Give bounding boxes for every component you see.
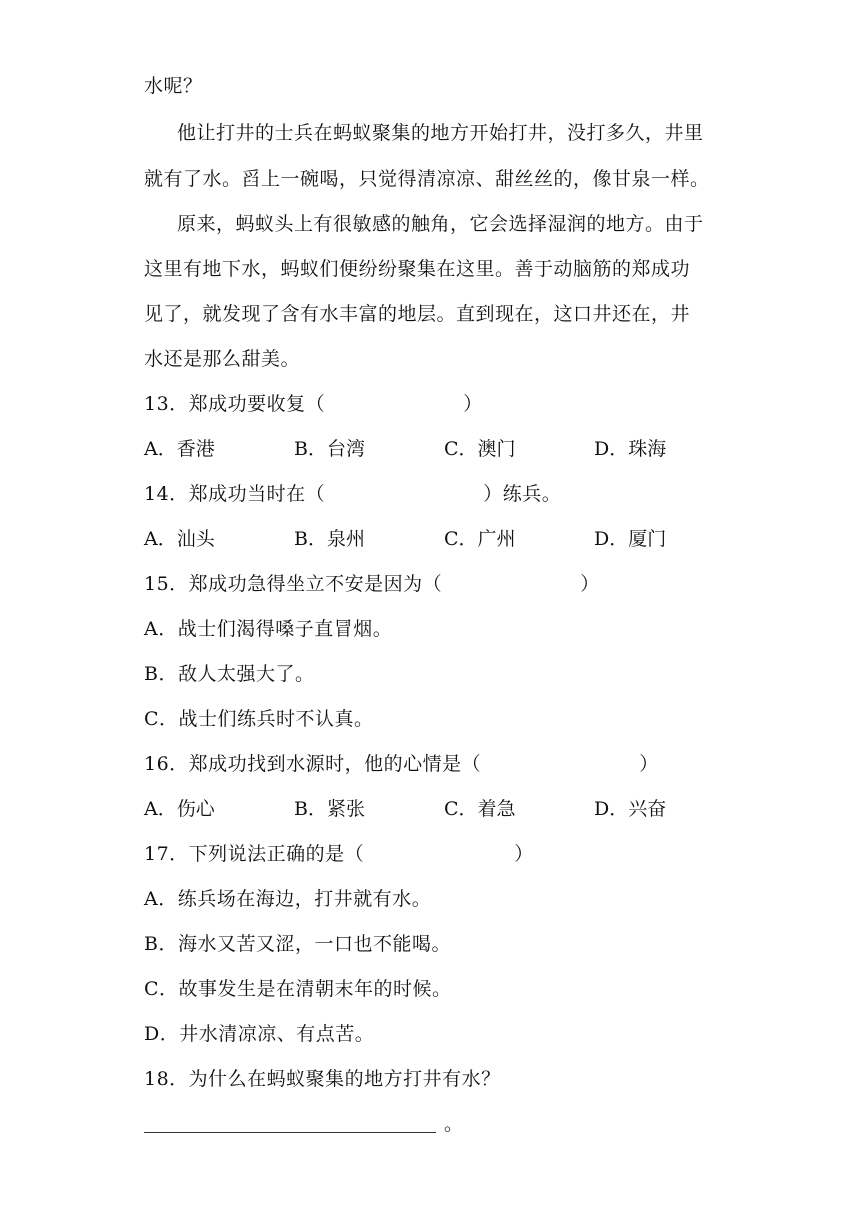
question-15-stem-close: ） (580, 573, 600, 595)
question-16-option-b[interactable]: B．紧张 (294, 798, 365, 820)
question-16-option-a[interactable]: A．伤心 (144, 798, 215, 820)
question-14-stem-text: 14．郑成功当时在（ (144, 483, 326, 505)
question-18-answer-period: 。 (444, 1113, 464, 1135)
question-13-stem-text: 13．郑成功要收复（ (144, 393, 326, 415)
question-17-stem-text: 17．下列说法正确的是（ (144, 843, 365, 865)
question-15-option-b[interactable]: B．敌人太强大了。 (144, 663, 315, 685)
question-17-option-a[interactable]: A．练兵场在海边，打井就有水。 (144, 888, 432, 910)
question-16-option-c[interactable]: C．着急 (444, 798, 516, 820)
question-15-option-a[interactable]: A．战士们渴得嗓子直冒烟。 (144, 618, 393, 640)
question-14-stem-close: ）练兵。 (483, 483, 562, 505)
question-15-option-c[interactable]: C．战士们练兵时不认真。 (144, 708, 374, 730)
question-13-option-b[interactable]: B．台湾 (294, 438, 365, 460)
question-17-option-d[interactable]: D．井水清凉凉、有点苦。 (144, 1023, 375, 1045)
question-15-stem-text: 15．郑成功急得坐立不安是因为（ (144, 573, 443, 595)
question-17-stem (144, 842, 534, 866)
passage-line-6: 见了，就发现了含有水丰富的地层。直到现在，这口井还在，井 (144, 303, 691, 325)
question-13-option-a[interactable]: A．香港 (144, 438, 215, 460)
question-14-option-b[interactable]: B．泉州 (294, 528, 365, 550)
question-15-stem (144, 572, 600, 596)
question-18-stem: 18．为什么在蚂蚁聚集的地方打井有水？ (144, 1068, 501, 1090)
passage-line-1: 水呢？ (144, 75, 203, 97)
question-17-option-b[interactable]: B．海水又苦又涩，一口也不能喝。 (144, 933, 451, 955)
question-14-option-a[interactable]: A．汕头 (144, 528, 215, 550)
question-17-stem-close: ） (514, 843, 534, 865)
question-13-stem-close: ） (463, 393, 483, 415)
question-13-option-d[interactable]: D．珠海 (594, 438, 667, 460)
passage-line-7: 水还是那么甜美。 (144, 348, 301, 370)
question-16-stem-text: 16．郑成功找到水源时，他的心情是（ (144, 753, 482, 775)
question-16-option-d[interactable]: D．兴奋 (594, 798, 667, 820)
question-14-option-d[interactable]: D．厦门 (594, 528, 667, 550)
question-14-stem (144, 482, 561, 506)
question-17-option-c[interactable]: C．故事发生是在清朝末年的时候。 (144, 978, 452, 1000)
passage-line-5: 这里有地下水，蚂蚁们便纷纷聚集在这里。善于动脑筋的郑成功 (144, 258, 691, 280)
question-13-stem (144, 392, 483, 416)
question-14-option-c[interactable]: C．广州 (444, 528, 516, 550)
question-13-option-c[interactable]: C．澳门 (444, 438, 516, 460)
question-18-answer-line[interactable] (144, 1132, 436, 1133)
question-16-stem (144, 752, 659, 776)
passage-line-4: 原来，蚂蚁头上有很敏感的触角，它会选择湿润的地方。由于 (177, 213, 704, 235)
passage-line-2: 他让打井的士兵在蚂蚁聚集的地方开始打井，没打多久，井里 (177, 122, 704, 144)
question-16-stem-close: ） (639, 753, 659, 775)
passage-line-3: 就有了水。舀上一碗喝，只觉得清凉凉、甜丝丝的，像甘泉一样。 (144, 168, 710, 190)
